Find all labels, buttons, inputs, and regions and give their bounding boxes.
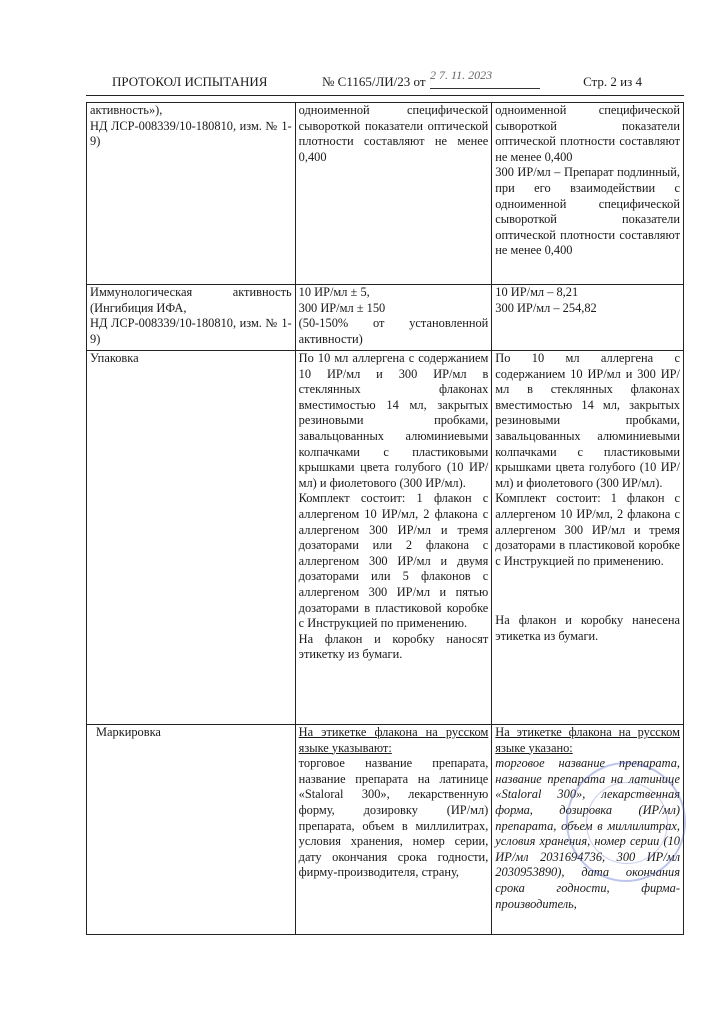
- table-row: [87, 285, 684, 351]
- result-text: одноименной специфической сывороткой показатели оптической плотности составляют не менее 0,400 300 ИР/мл – Препарат подлинный, при его взаимодействии с одноименной специфической сывороткой показатели оптической плотности составляют не менее 0,400: [495, 103, 680, 258]
- parameter-cell: [87, 103, 296, 285]
- page-header: [112, 68, 642, 94]
- results-table: [86, 102, 684, 935]
- parameter-text: Упаковка: [90, 351, 139, 365]
- requirement-cell: [295, 351, 492, 725]
- parameter-cell: [87, 725, 296, 935]
- date-underline: [430, 88, 540, 89]
- requirement-text: По 10 мл аллергена с содержанием 10 ИР/мл и 300 ИР/мл в стеклянных флаконах вместимостью 14 мл, закрытых резиновыми пробками, завальцованных алюминиевыми колпачками с пластиковыми крышками цвета голубого (10 ИР/мл) и фиолетового (300 ИР/мл).: [298, 351, 489, 490]
- result-text: На флакон и коробку нанесена этикетка из бумаги.: [495, 613, 680, 643]
- requirement-text: 10 ИР/мл ± 5, 300 ИР/мл ± 150 (50-150% от установленной активности): [298, 285, 489, 346]
- requirement-text: Комплект состоит: 1 флакон с аллергеном 10 ИР/мл, 2 флакона с аллергеном 300 ИР/мл и тремя дозаторами или 2 флакона с аллергеном 300 ИР/мл и двумя дозаторами или 5 флаконов с аллергеном 300 ИР/мл и пятью дозаторами в пластиковой коробке с Инструкцией по применению.: [298, 491, 489, 631]
- parameter-cell: [87, 285, 296, 351]
- result-cell: [492, 351, 684, 725]
- parameter-text: активность»), НД ЛСР-008339/10-180810, изм. № 1-9): [90, 103, 292, 149]
- document-title: ПРОТОКОЛ ИСПЫТАНИЯ: [112, 74, 268, 89]
- result-cell: [492, 103, 684, 285]
- requirement-cell: [295, 725, 492, 935]
- table-row: [87, 725, 684, 935]
- requirement-cell: [295, 103, 492, 285]
- requirement-text: торговое название препарата, название препарата на латинице «Staloral 300», лекарственную форму, дозировку (ИР/мл) препарата, объем в миллилитрах, условия хранения, номер серии, дату окончания срока годности, фирму-производителя, страну,: [298, 756, 489, 880]
- requirement-heading: На этикетке флакона на русском языке указывают:: [298, 725, 489, 755]
- result-text: торговое название препарата, название препарата на латинице «Staloral 300», лекарственная форма, дозировка (ИР/мл) препарата, объем в миллилитрах, условия хранения, номер серии (10 ИР/мл 2031694736, 300 ИР/мл 2030953890), дата окончания срока годности, фирма-производитель,: [495, 756, 680, 911]
- requirement-text: одноименной специфической сывороткой показатели оптической плотности составляют не менее 0,400: [298, 103, 489, 164]
- result-heading: На этикетке флакона на русском языке указано:: [495, 725, 680, 755]
- result-cell: [492, 285, 684, 351]
- table-row: [87, 351, 684, 725]
- requirement-text: На флакон и коробку наносят этикетку из бумаги.: [298, 631, 489, 662]
- table-row: [87, 103, 684, 285]
- protocol-date-stamp: 2 7. 11. 2023: [430, 68, 493, 82]
- parameter-cell: [87, 351, 296, 725]
- protocol-number: № С1165/ЛИ/23 от: [322, 74, 426, 89]
- result-text: Комплект состоит: 1 флакон с аллергеном 10 ИР/мл, 2 флакона с аллергеном 300 ИР/мл и тремя дозаторами в пластиковой коробке с Инструкцией по применению.: [495, 491, 680, 568]
- page-counter: Стр. 2 из 4: [583, 74, 642, 89]
- header-divider: [86, 95, 684, 96]
- parameter-text: Иммунологическая активность (Ингибиция ИФА, НД ЛСР-008339/10-180810, изм. № 1-9): [90, 285, 292, 346]
- result-text: По 10 мл аллергена с содержанием 10 ИР/мл и 300 ИР/мл в стеклянных флаконах вместимостью 14 мл, закрытых резиновыми пробками, завальцованных алюминиевыми колпачками с пластиковыми крышками цвета голубого (10 ИР/мл) и фиолетового (300 ИР/мл).: [495, 351, 680, 490]
- parameter-text: Маркировка: [96, 725, 161, 739]
- result-cell: [492, 725, 684, 935]
- result-text: 10 ИР/мл – 8,21 300 ИР/мл – 254,82: [495, 285, 597, 315]
- requirement-cell: [295, 285, 492, 351]
